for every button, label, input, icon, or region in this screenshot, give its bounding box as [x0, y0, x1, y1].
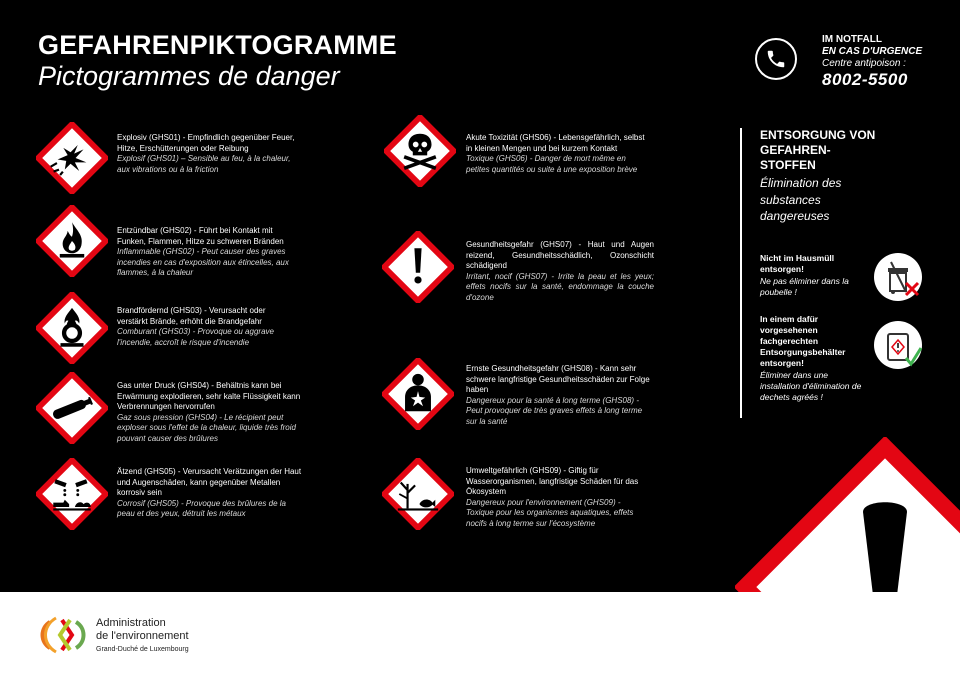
environment-administration-logo [36, 610, 88, 660]
ghs03-text [117, 306, 297, 348]
ghs08-description-de: Ernste Gesundheitsgefahr (GHS08) - Kann sehr schwere langfristige Gesundheitsschäden zur Folge haben [466, 364, 650, 394]
ghs01-description-fr: Explosif (GHS01) – Sensible au feu, à la chaleur, aux vibrations ou à la friction [117, 154, 291, 174]
ghs09-description-de: Umweltgefährlich (GHS09) - Giftig für Wasserorganismen, langfristige Schäden für das Ökosystem [466, 466, 639, 496]
gas-cylinder-icon [36, 372, 108, 444]
footer-org-line3: Grand-Duché de Luxembourg [96, 646, 189, 653]
ghs09-description-fr: Dangereux pour l'environnement (GHS09) - Toxique pour les organismes aquatiques, effets nocifs à long terme sur l'écosystème [466, 497, 634, 528]
household-bin-crossed-icon [873, 252, 923, 302]
emergency-number: 8002-5500 [822, 70, 908, 89]
emergency-label-de: IM NOTFALL [822, 34, 882, 45]
disposal-title-de: ENTSORGUNG VON GEFAHREN-STOFFEN [760, 128, 876, 172]
poison-center-label: Centre antipoison : [822, 58, 906, 69]
ghs04-text [117, 381, 302, 444]
footer-org-line2: de l'environnement [96, 630, 189, 642]
ghs01-text [117, 133, 297, 175]
footer-org-line1: Administration [96, 617, 166, 629]
health-hazard-icon [382, 358, 454, 430]
skull-crossbones-icon [384, 115, 456, 187]
ghs05-description-de: Ätzend (GHS05) - Verursacht Verätzungen der Haut und Augenschäden, kann gegenüber Metallen korrosiv sein [117, 467, 302, 497]
ghs06-description-fr: Toxique (GHS06) - Danger de mort même en petites quantités ou suite à une exposition brève [466, 154, 638, 174]
corrosive-icon [36, 458, 108, 530]
ghs07-description-fr: Irritant, nocif (GHS07) - Irrite la peau et les yeux; effets nocifs sur la santé, endommage la couche d'ozone [466, 271, 654, 302]
ghs02-text [117, 226, 297, 279]
ghs02-description-de: Entzündbar (GHS02) - Führt bei Kontakt mit Funken, Flammen, Hitze zu schweren Bränden [117, 226, 284, 246]
ghs04-description-de: Gas unter Druck (GHS04) - Behältnis kann bei Erwärmung explodieren, sehr kalte Flüssigkeit kann Verbrennungen hervorrufen [117, 381, 301, 411]
emergency-label-fr: EN CAS D'URGENCE [822, 46, 923, 57]
ghs08-text [466, 364, 654, 427]
explosive-icon [36, 122, 108, 194]
hazardous-waste-container-icon [873, 320, 923, 370]
phone-icon [755, 38, 797, 80]
flammable-icon [36, 205, 108, 277]
ghs02-description-fr: Inflammable (GHS02) - Peut causer des graves incendies en cas d'exposition aux étincelles, aux flammes, à la chaleur [117, 247, 289, 277]
disposal-title-fr: Élimination des substances dangereuses [760, 176, 842, 223]
ghs06-text [466, 133, 646, 175]
ghs05-description-fr: Corrosif (GHS05) - Provoque des brûlures de la peau et des yeux, détruit les métaux [117, 498, 286, 518]
ghs07-description-de: Gesundheitsgefahr (GHS07) - Haut und Augen reizend, Gesundheitsschädlich, Ozonschicht schädigend [466, 240, 654, 270]
page-subtitle: Pictogrammes de danger [38, 61, 340, 91]
ghs01-description-de: Explosiv (GHS01) - Empfindlich gegenüber Feuer, Hitze, Erschütterungen oder Reibung [117, 133, 295, 153]
environment-icon [382, 458, 454, 530]
disposal-warning-fr: Ne pas éliminer dans la poubelle ! [760, 276, 849, 297]
ghs03-description-de: Brandfördernd (GHS03) - Verursacht oder verstärkt Brände, erhöht die Brandgefahr [117, 306, 266, 326]
page-title: GEFAHRENPIKTOGRAMME [38, 30, 397, 60]
ghs07-text [466, 240, 654, 303]
exclamation-icon [382, 231, 454, 303]
ghs03-description-fr: Comburant (GHS03) - Provoque ou aggrave l'incendie, accroît le risque d'incendie [117, 327, 274, 347]
disposal-instruction-fr: Éliminer dans une installation d'élimination de dechets agréés ! [760, 370, 862, 402]
disposal-warning-de: Nicht im Hausmüll entsorgen! [760, 253, 835, 274]
disposal-instruction-de: In einem dafür vorgesehenen fachgerechten Entsorgungsbehälter entsorgen! [760, 314, 846, 368]
section-divider [740, 128, 742, 418]
ghs09-text [466, 466, 646, 529]
ghs06-description-de: Akute Toxizität (GHS06) - Lebensgefährlich, selbst in kleinen Mengen und bei kurzem Kontakt [466, 133, 645, 153]
ghs05-text [117, 467, 302, 520]
oxidizing-icon [36, 292, 108, 364]
ghs04-description-fr: Gaz sous pression (GHS04) - Le récipient peut exploser sous l'effet de la chaleur, liquide très froid pouvant causer des brûlures [117, 412, 296, 443]
ghs08-description-fr: Dangereux pour la santé à long terme (GHS08) - Peut provoquer de très graves effets à long terme sur la santé [466, 395, 643, 426]
